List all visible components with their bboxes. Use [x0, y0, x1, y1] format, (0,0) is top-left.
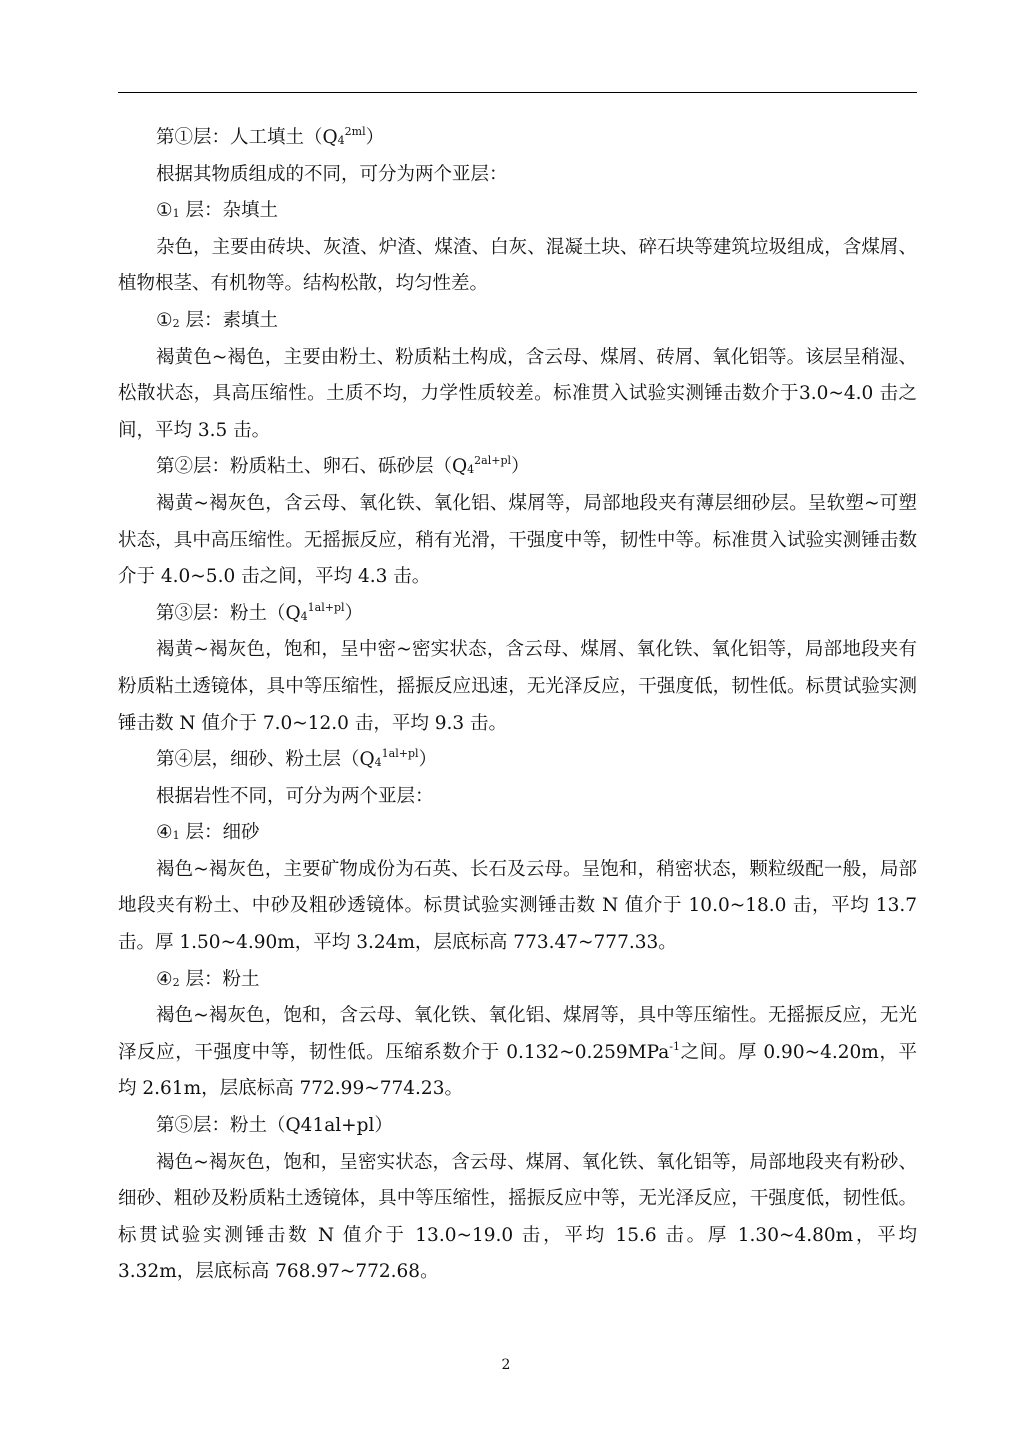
sublayer-4-2-description: 褐色~褐灰色，饱和，含云母、氧化铁、氧化铝、煤屑等，具中等压缩性。无摇振反应，无光泽反应，干强度中等，韧性低。压缩系数介于 0.132~0.259MPa$^{-1}$之间。厚 0.90~4.20m，平均 2.61m，层底标高 772.99~774.23。 — [118, 1005, 917, 1100]
layer-4-intro: 根据岩性不同，可分为两个亚层： — [156, 785, 434, 807]
layer-2-description: 褐黄~褐灰色，含云母、氧化铁、氧化铝、煤屑等，局部地段夹有薄层细砂层。呈软塑~可塑状态，具中高压缩性。无摇振反应，稍有光滑，干强度中等，韧性中等。标准贯入试验实测锤击数介于 4.0~5.0 击之间，平均 4.3 击。 — [118, 492, 917, 588]
layer-3-heading: 第③层：粉土$(Q_4^{1al+pl})$ — [156, 600, 364, 624]
sublayer-1-2-description: 褐黄色~褐色，主要由粉土、粉质粘土构成，含云母、煤屑、砖屑、氧化铝等。该层呈稍湿、松散状态，具高压缩性。土质不均，力学性质较差。标准贯入试验实测锤击数介于3.0~4.0 击之间，平均 3.5 击。 — [118, 346, 917, 441]
layer-1-intro: 根据其物质组成的不同，可分为两个亚层： — [156, 163, 508, 185]
sublayer-4-1-heading: $④_1$ 层：细砂 — [156, 822, 260, 844]
layer-2-heading: 第②层：粉质粘土、卵石、砾砂层$(Q_4^{2al+pl})$ — [156, 454, 530, 478]
sublayer-1-1-description: 杂色，主要由砖块、灰渣、炉渣、煤渣、白灰、混凝土块、碎石块等建筑垃圾组成，含煤屑、植物根茎、有机物等。结构松散，均匀性差。 — [118, 236, 917, 295]
sublayer-4-2-heading: $④_2$ 层：粉土 — [156, 968, 260, 990]
sublayer-4-1-description: 褐色~褐灰色，主要矿物成份为石英、长石及云母。呈饱和，稍密状态，颗粒级配一般，局部地段夹有粉土、中砂及粗砂透镜体。标贯试验实测锤击数 N 值介于 10.0~18.0 击，平均 13.7 击。厚 1.50~4.90m，平均 3.24m，层底标高 773.47~777.33。 — [118, 858, 917, 954]
page-number: 2 — [501, 1357, 511, 1373]
sublayer-1-1-heading: $①_1$ 层：杂填土 — [156, 200, 278, 222]
layer-1-heading: 第①层：人工填土$(Q_4^{2ml})$ — [156, 125, 385, 148]
layer-5-description: 褐色~褐灰色，饱和，呈密实状态，含云母、煤屑、氧化铁、氧化铝等，局部地段夹有粉砂、细砂、粗砂及粉质粘土透镜体，具中等压缩性，摇振反应中等，无光泽反应，干强度低，韧性低。标贯试验实测锤击数 N 值介于 13.0~19.0 击，平均 15.6 击。厚 1.30~4.80m，平均 3.32m，层底标高 768.97~772.68。 — [118, 1151, 917, 1283]
layer-3-description: 褐黄~褐灰色，饱和，呈中密~密实状态，含云母、煤屑、氧化铁、氧化铝等，局部地段夹有粉质粘土透镜体，具中等压缩性，摇振反应迅速，无光泽反应，干强度低，韧性低。标贯试验实测锤击数 N 值介于 7.0~12.0 击，平均 9.3 击。 — [118, 639, 917, 734]
header-rule — [118, 92, 917, 93]
sublayer-1-2-heading: $①_2$ 层：素填土 — [156, 309, 278, 331]
layer-4-heading: 第④层，细砂、粉土层$(Q_4^{1al+pl})$ — [156, 747, 438, 771]
layer-5-heading: 第⑤层：粉土（Q41al+pl） — [156, 1115, 393, 1137]
body-text — [118, 120, 917, 1291]
